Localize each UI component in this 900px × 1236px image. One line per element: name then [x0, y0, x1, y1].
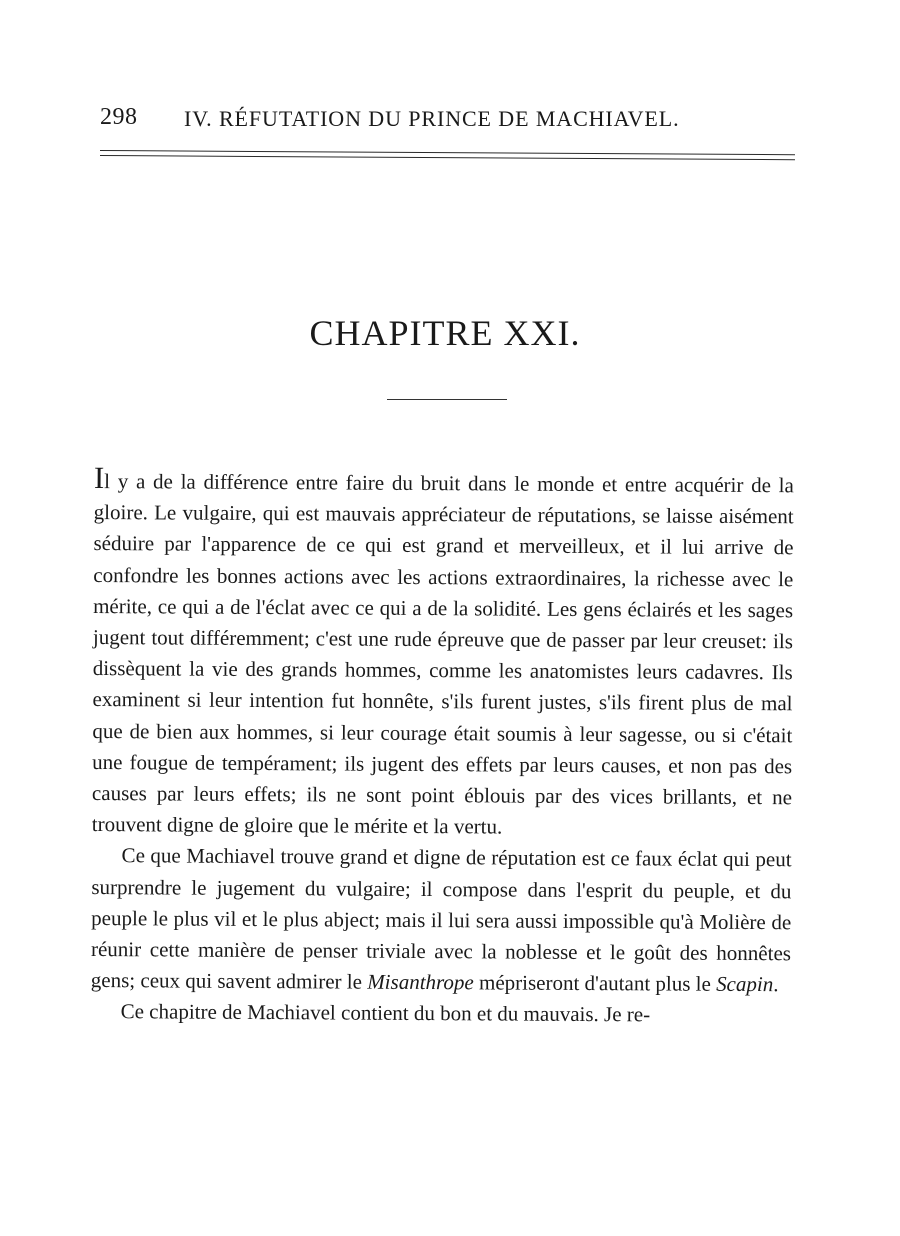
header-rule-bottom [100, 155, 795, 160]
drop-cap: I [93, 460, 105, 496]
paragraph-2-text-b: mépriseront d'autant plus le [473, 970, 717, 997]
title-misanthrope: Misanthrope [367, 969, 474, 995]
body-text [91, 462, 794, 1032]
page-number: 298 [100, 104, 138, 130]
paragraph-2 [91, 840, 792, 1000]
title-scapin: Scapin [716, 972, 774, 997]
paragraph-3: Ce chapitre de Machiavel contient du bon et du mauvais. Je re- [120, 999, 651, 1027]
paragraph-2-text-c: . [773, 972, 779, 997]
paragraph-1 [92, 462, 794, 845]
running-head: IV. RÉFUTATION DU PRINCE DE MACHIAVEL. [184, 106, 680, 131]
header-rule-top [100, 150, 795, 155]
chapter-title: CHAPITRE XXI. [309, 313, 581, 353]
paragraph-2-text-a: Ce que Machiavel trouve grand et digne de réputation est ce faux éclat qui peut surprendre le jugement du vulgaire; il compose dans l'esprit du peuple, et du peuple le plus vil et le plus abject; mais il lui sera aussi impossible qu'à Molière de réunir cette manière de penser triviale avec la noblesse et le goût des honnêtes gens; ceux qui savent admirer le [90, 843, 792, 994]
paragraph-1-text: l y a de la différence entre faire du bruit dans le monde et entre acquérir de la gloire. Le vulgaire, qui est mauvais appréciateur de réputations, se laisse aisément séduire par l'apparence de ce qui est grand et merveilleux, et il lui arrive de confondre les bonnes actions avec les actions extraordinaires, la richesse avec le mérite, ce qui a de l'éclat avec ce qui a de la solidité. Les gens éclairés et les sages jugent tout différemment; c'est une rude épreuve que de passer par leur creuset: ils dissèquent la vie des grands hommes, comme les anatomistes leurs cadavres. Ils examinent si leur intention fut honnête, s'ils furent justes, s'ils firent plus de mal que de bien aux hommes, si leur courage était soumis à leur sagesse, ou si c'était une fougue de tempérament; ils jugent des effets par leurs causes, et non pas des causes par leurs effets; ils ne sont point éblouis par des vices brillants, et ne trouvent digne de gloire que le mérite et la vertu. [91, 469, 794, 839]
chapter-divider [387, 399, 507, 400]
